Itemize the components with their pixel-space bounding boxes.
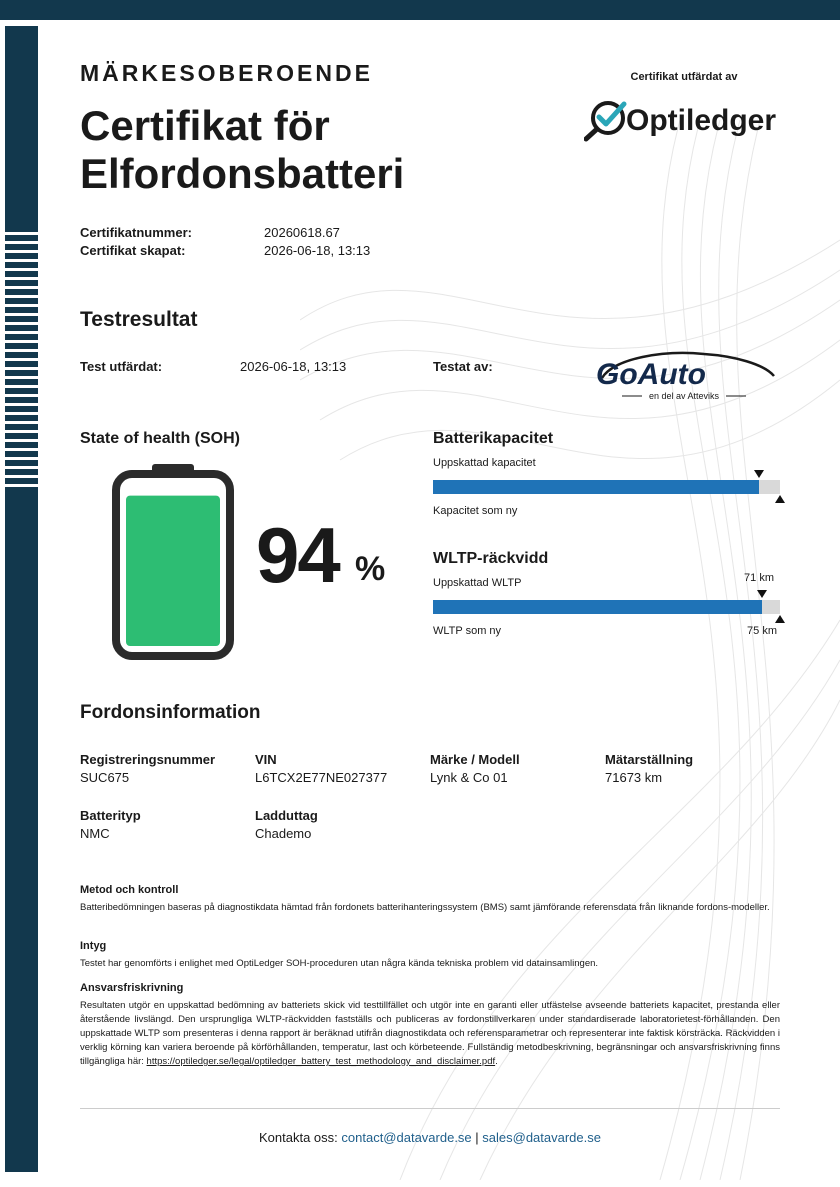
method-title: Metod och kontroll [80, 884, 179, 896]
soh-heading: State of health (SOH) [80, 430, 241, 447]
charge-port-label: Ladduttag [255, 808, 318, 823]
wltp-new-label: WLTP som ny [433, 625, 502, 637]
cert-created-label: Certifikat skapat: [80, 243, 186, 258]
soh-value: 94 [256, 511, 339, 599]
goauto-tagline: en del av Atteviks [648, 391, 720, 401]
charge-port-value: Chademo [255, 826, 312, 841]
top-bar [0, 0, 840, 20]
model-value: Lynk & Co 01 [430, 770, 508, 785]
disclaimer-end: . [495, 1056, 498, 1067]
goauto-logo [594, 350, 778, 402]
test-issued-value: 2026-06-18, 13:13 [240, 359, 347, 374]
model-label: Märke / Modell [430, 752, 520, 767]
wltp-estimated-value: 71 km [744, 572, 774, 584]
tested-by-label: Testat av: [433, 359, 493, 374]
side-bar [5, 26, 38, 1172]
capacity-new-label: Kapacitet som ny [433, 505, 518, 517]
goauto-wordmark: GoAuto [596, 358, 706, 391]
optiledger-logo [584, 96, 784, 142]
cert-number-value: 20260618.67 [264, 225, 340, 240]
sales-email-link[interactable]: sales@datavarde.se [482, 1130, 601, 1145]
cert-number-label: Certifikatnummer: [80, 225, 192, 240]
test-issued-label: Test utfärdat: [80, 359, 163, 374]
battery-type-label: Batterityp [80, 808, 141, 823]
disclaimer-body: Resultaten utgör en uppskattad bedömning av batteriets skick vid testtillfället och utgör inte en garanti eller utfästelse avseende batteriets kapacitet, prestanda eller återstående livslängd. Den ursprungliga WLTP-räckvidden fastställs och publiceras av fordonstillverkaren under standardiserade laboratorietest-förhållanden. Den uppskattade WLTP som presenteras i denna rapport är beräknad utifrån diagnostikdata och referensparametrar och representerar inte faktisk körsträcka. Räckvidden i verklig körning kan variera beroende på körförhållanden, temperatur, last och körbeteende. Fullständig metodbeskrivning, begränsningar och ansvarsfriskrivning finns tillgängliga här: [80, 1000, 780, 1067]
soh-unit: % [355, 550, 386, 588]
reg-label: Registreringsnummer [80, 752, 216, 767]
attest-title: Intyg [80, 940, 107, 952]
test-results-heading: Testresultat [80, 308, 198, 331]
capacity-estimated-label: Uppskattad kapacitet [433, 457, 536, 469]
disclaimer-link[interactable]: https://optiledger.se/legal/optiledger_battery_test_methodology_and_disclaimer.pdf [146, 1056, 496, 1067]
disclaimer-text [80, 999, 780, 1069]
wltp-new-value: 75 km [747, 625, 777, 637]
footer-label: Kontakta oss: [259, 1130, 342, 1145]
title-line-2: Elfordonsbatteri [80, 150, 405, 197]
footer-divider [80, 1108, 780, 1109]
vin-label: VIN [255, 752, 277, 767]
reg-value: SUC675 [80, 770, 130, 785]
wltp-bar-fill [433, 600, 762, 614]
method-text: Batteribedömningen baseras på diagnostikdata hämtad från fordonets batterihanteringssystem (BMS) samt jämförande referensdata från liknande fordons-modeller. [80, 902, 770, 913]
footer-separator: | [471, 1130, 483, 1145]
wltp-new-marker [775, 615, 785, 623]
capacity-bar [433, 480, 780, 494]
disclaimer-title: Ansvarsfriskrivning [80, 982, 184, 994]
capacity-bar-fill [433, 480, 759, 494]
wltp-estimated-label: Uppskattad WLTP [433, 577, 522, 589]
wltp-estimated-marker [757, 590, 767, 598]
eyebrow-text: MÄRKESOBEROENDE [80, 60, 373, 86]
capacity-heading: Batterikapacitet [433, 430, 554, 447]
vin-value: L6TCX2E77NE027377 [255, 770, 388, 785]
cert-created-value: 2026-06-18, 13:13 [264, 243, 371, 258]
contact-email-link[interactable]: contact@datavarde.se [341, 1130, 472, 1145]
wltp-heading: WLTP-räckvidd [433, 550, 549, 567]
footer-contact [80, 1130, 780, 1145]
optiledger-wordmark: Optiledger [626, 104, 777, 137]
odometer-label: Mätarställning [605, 752, 694, 767]
issuer-label: Certifikat utfärdat av [630, 71, 738, 83]
page-title [80, 102, 500, 198]
odometer-value: 71673 km [605, 770, 663, 785]
title-line-1: Certifikat för [80, 102, 330, 149]
attest-text: Testet har genomförts i enlighet med OptiLedger SOH-proceduren utan några kända tekniska problem vid datainsamlingen. [80, 958, 599, 969]
battery-icon [112, 464, 234, 660]
battery-type-value: NMC [80, 826, 110, 841]
capacity-estimated-marker [754, 470, 764, 478]
vehicle-heading: Fordonsinformation [80, 702, 261, 723]
capacity-new-marker [775, 495, 785, 503]
battery-fill-level [126, 496, 220, 646]
side-stripes [5, 226, 38, 490]
wltp-bar [433, 600, 780, 614]
